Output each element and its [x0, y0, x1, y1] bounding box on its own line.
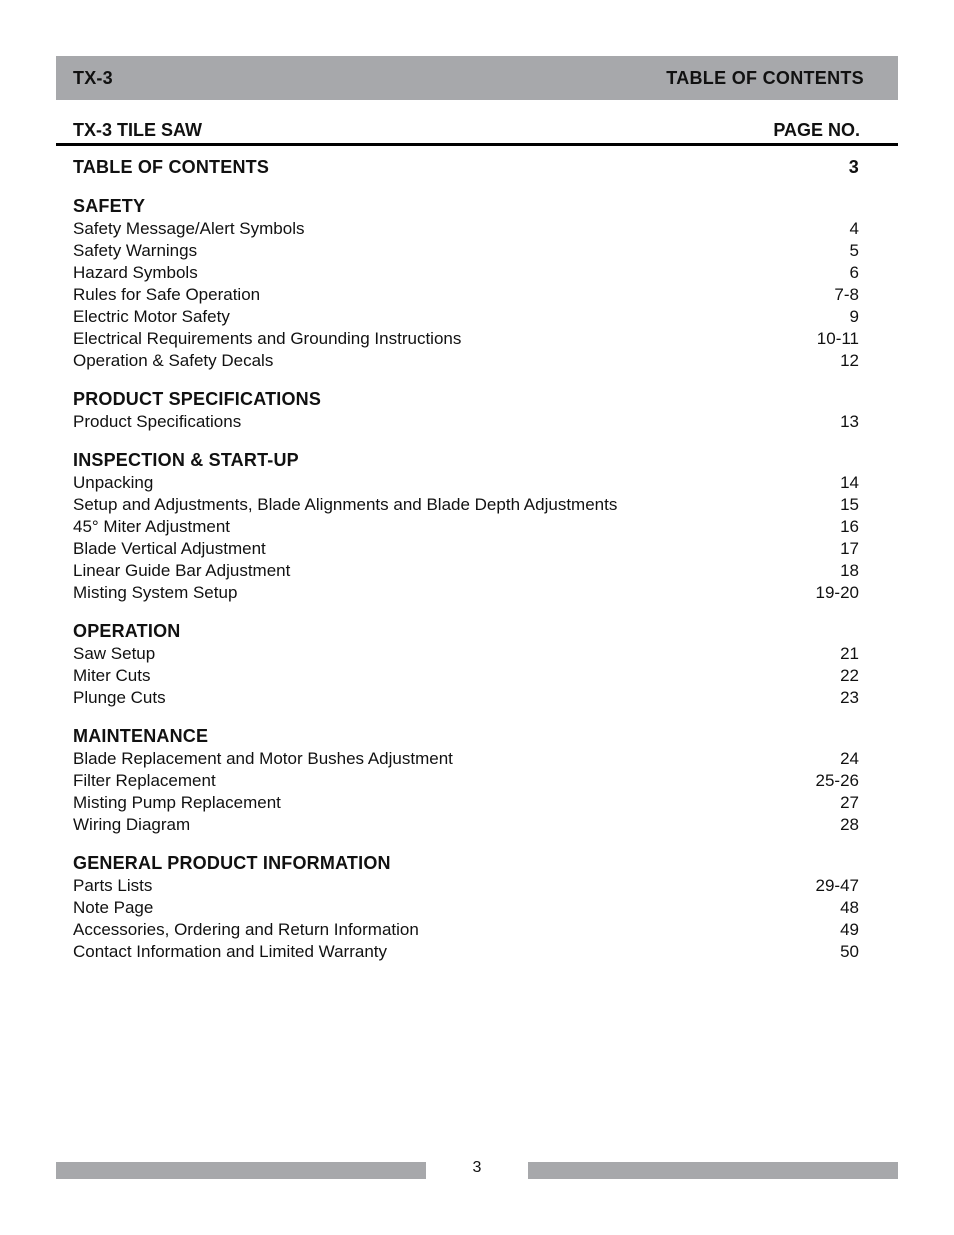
toc-entry	[73, 218, 859, 240]
toc-entry	[73, 897, 859, 919]
toc-entry-page: 29-47	[815, 876, 859, 895]
toc-entry-label: Linear Guide Bar Adjustment	[73, 561, 291, 580]
section-heading	[73, 851, 859, 875]
toc-entry-label: 45° Miter Adjustment	[73, 517, 231, 536]
toc-entry-page: 23	[840, 688, 859, 707]
toc-entry-label: Unpacking	[73, 473, 154, 492]
toc-entry-page: 50	[840, 942, 859, 961]
toc-entry-page: 5	[849, 241, 859, 260]
toc-entry-label: Electric Motor Safety	[73, 307, 230, 326]
toc-entry-page: 9	[849, 307, 859, 326]
section-heading	[73, 724, 859, 748]
toc-section	[73, 619, 859, 709]
toc-entry	[73, 770, 859, 792]
toc-entry-page: 18	[840, 561, 859, 580]
page-number: 3	[472, 1159, 482, 1176]
toc-entry	[73, 538, 859, 560]
toc-entry-label: Filter Replacement	[73, 771, 216, 790]
toc-section	[73, 155, 859, 179]
header-bar	[56, 56, 898, 100]
toc-entry-label: Electrical Requirements and Grounding Instructions	[73, 329, 462, 348]
toc-entry	[73, 306, 859, 328]
toc-entry-page: 7-8	[834, 285, 859, 304]
column-headers	[73, 120, 860, 142]
toc-entry	[73, 494, 859, 516]
toc-entry-label: Safety Message/Alert Symbols	[73, 219, 305, 238]
toc-section	[73, 387, 859, 433]
toc-entry-page: 12	[840, 351, 859, 370]
toc-entry-label: Misting System Setup	[73, 583, 238, 602]
toc-entry-page: 48	[840, 898, 859, 917]
toc-entry-label: Operation & Safety Decals	[73, 351, 274, 370]
toc-entry-page: 22	[840, 666, 859, 685]
toc-entry	[73, 687, 859, 709]
toc-entry-page: 4	[849, 219, 859, 238]
toc-entry-page: 16	[840, 517, 859, 536]
toc-entry	[73, 411, 859, 433]
toc-entry	[73, 748, 859, 770]
section-heading-label: OPERATION	[73, 621, 181, 641]
toc-entry	[73, 516, 859, 538]
toc-entry	[73, 262, 859, 284]
toc-entry	[73, 240, 859, 262]
section-heading-label: SAFETY	[73, 196, 146, 216]
section-heading	[73, 387, 859, 411]
footer-bar-right	[528, 1162, 898, 1179]
toc-entry-page: 6	[849, 263, 859, 282]
toc-section	[73, 448, 859, 604]
toc-entry-label: Miter Cuts	[73, 666, 151, 685]
section-heading	[73, 619, 859, 643]
toc-section	[73, 724, 859, 836]
toc-entry-page: 27	[840, 793, 859, 812]
toc-entry	[73, 814, 859, 836]
header-model: TX-3	[73, 68, 113, 88]
section-heading-label: INSPECTION & START-UP	[73, 450, 299, 470]
toc-entry-label: Note Page	[73, 898, 154, 917]
section-heading-label: MAINTENANCE	[73, 726, 209, 746]
toc-entry-page: 10-11	[816, 329, 859, 348]
toc-entry-page: 24	[840, 749, 859, 768]
header-title: TABLE OF CONTENTS	[666, 68, 864, 88]
toc-entry	[73, 665, 859, 687]
toc-entry	[73, 560, 859, 582]
toc-entry-label: Blade Vertical Adjustment	[73, 539, 266, 558]
toc-entry-page: 19-20	[815, 583, 859, 602]
toc-entry-page: 15	[840, 495, 859, 514]
toc-entry-label: Accessories, Ordering and Return Information	[73, 920, 419, 939]
column-header-title: TX-3 TILE SAW	[73, 120, 203, 140]
header-rule	[56, 143, 898, 146]
toc-entry-label: Blade Replacement and Motor Bushes Adjustment	[73, 749, 453, 768]
toc-entry	[73, 643, 859, 665]
toc-entry-label: Parts Lists	[73, 876, 153, 895]
toc-entry-page: 25-26	[815, 771, 859, 790]
toc-entry	[73, 350, 859, 372]
section-heading-page: 3	[848, 157, 859, 177]
toc-entry	[73, 941, 859, 963]
section-heading	[73, 194, 859, 218]
toc-entry-page: 21	[840, 644, 859, 663]
table-of-contents	[73, 155, 859, 978]
section-heading-label: GENERAL PRODUCT INFORMATION	[73, 853, 391, 873]
toc-entry	[73, 582, 859, 604]
toc-entry-label: Misting Pump Replacement	[73, 793, 281, 812]
toc-entry-label: Saw Setup	[73, 644, 156, 663]
toc-entry-label: Contact Information and Limited Warranty	[73, 942, 388, 961]
toc-entry-label: Safety Warnings	[73, 241, 198, 260]
toc-section	[73, 194, 859, 372]
toc-entry	[73, 472, 859, 494]
toc-entry-page: 49	[840, 920, 859, 939]
toc-entry-label: Product Specifications	[73, 412, 242, 431]
toc-entry-label: Setup and Adjustments, Blade Alignments and Blade Depth Adjustments	[73, 495, 618, 514]
toc-entry-page: 28	[840, 815, 859, 834]
toc-entry-label: Plunge Cuts	[73, 688, 166, 707]
toc-entry	[73, 328, 859, 350]
section-heading	[73, 448, 859, 472]
section-heading-label: TABLE OF CONTENTS	[73, 157, 270, 177]
column-header-page: PAGE NO.	[773, 120, 860, 140]
toc-entry	[73, 792, 859, 814]
footer-bar-left	[56, 1162, 426, 1179]
toc-entry-label: Rules for Safe Operation	[73, 285, 261, 304]
section-heading-label: PRODUCT SPECIFICATIONS	[73, 389, 322, 409]
toc-entry-label: Hazard Symbols	[73, 263, 198, 282]
section-heading	[73, 155, 859, 179]
toc-entry	[73, 875, 859, 897]
toc-entry-page: 13	[840, 412, 859, 431]
toc-entry-label: Wiring Diagram	[73, 815, 191, 834]
toc-section	[73, 851, 859, 963]
toc-entry	[73, 284, 859, 306]
toc-entry-page: 17	[840, 539, 859, 558]
toc-entry-page: 14	[840, 473, 859, 492]
toc-entry	[73, 919, 859, 941]
